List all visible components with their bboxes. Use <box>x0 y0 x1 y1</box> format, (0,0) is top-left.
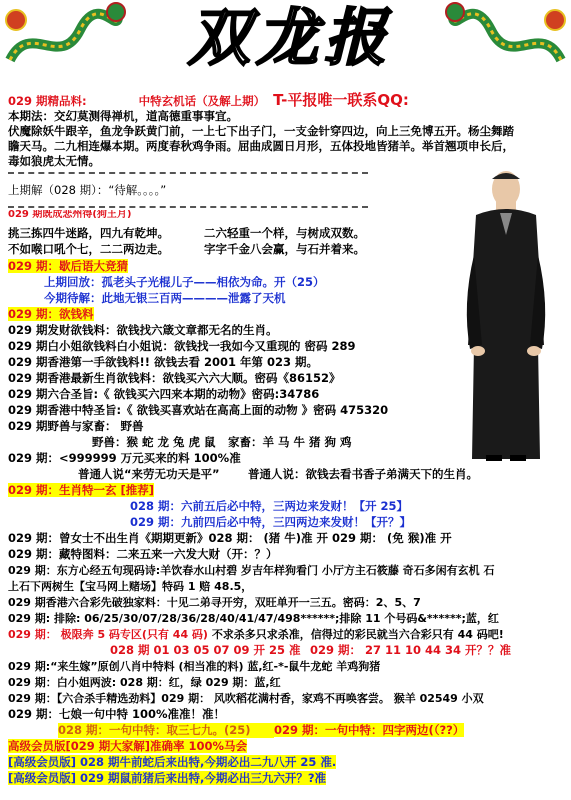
one-sentence-row <box>58 723 464 738</box>
vip-line: [高级会员版] 028 期牛前蛇后来出特,今期必出二九八开 25 准. <box>8 755 337 769</box>
verse-left: 挑三拣四牛迷路，四九有乾坤。 <box>8 226 169 240</box>
extra-line: 029 期：七娘一句中特 100%准准！准！ <box>8 707 226 721</box>
hundred-b: 普通人说：欲钱去看书香子弟满天下的生肖。 <box>248 467 478 481</box>
pos5-row <box>110 643 511 658</box>
top-headline: 中特玄机话（及解上期） <box>138 94 266 108</box>
divider <box>8 206 368 208</box>
slang-today: 今期待解：此地无银三百两————泄露了天机 <box>44 291 286 305</box>
misc-line: 029 期：曾女士不出生肖《期期更新》028 期： (猪 牛)准 开 029 期： (免 猴)准 开 <box>8 531 452 545</box>
hundred-line: 029 期：<999999 万元买来的料 100%准 <box>8 451 241 465</box>
hundred-a: 普通人说“来劳无功天是平” <box>78 467 220 481</box>
vip-title: 高级会员版[029 期大家解]准确率 100%马会 <box>8 739 248 753</box>
top-label: 029 期精品料: <box>8 94 87 108</box>
money-title: 029 期：欲钱料 <box>8 307 94 321</box>
dragon-right-icon <box>441 0 571 85</box>
slang-recall: 上期回放：孤老头子光棍儿子——相依为命。开（25） <box>44 275 325 289</box>
money-line: 029 期香港第一手欲钱料!! 欲钱去看 2001 年第 023 期。 <box>8 355 319 369</box>
extra-line: 029 期：白小姐两波: 028 期：红，绿 029 期：蓝,红 <box>8 676 281 689</box>
one-sentence-a: 028 期：一句中特：取三七九。(25) <box>58 723 274 738</box>
top-slogan: T-平报唯一联系QQ: <box>273 91 409 109</box>
beasts-row <box>92 435 352 450</box>
verse-row <box>8 226 365 241</box>
one-sentence-b: 029 期：一句中特：四字两边(（??） <box>274 723 465 737</box>
misc-line: 029 期香港六合彩先破独家料：十见二弟寻开穷，双旺单开一三五。密码：2、5、7 <box>8 596 421 609</box>
verse-row <box>8 242 365 257</box>
hundred-row <box>78 467 478 482</box>
money-line: 029 期香港最新生肖欲钱料：欲钱买六六大顺。密码《86152》 <box>8 371 341 385</box>
prev-decode: 上期解（028 期）：“待解。。。。” <box>8 183 167 197</box>
one-xiao-line: 028 期：六前五后必中特，三两边来发财！【开 25】 <box>130 499 409 513</box>
beasts-domestic: 家畜：羊 马 牛 猪 狗 鸡 <box>228 435 352 449</box>
beasts-value: 野兽 <box>120 419 144 433</box>
man-portrait-image <box>456 165 556 463</box>
top-line: 伏魔除妖牛跟辛，鱼龙争跃黄门前，一上七下出子门，一支金针穿四边，向上三免博五开。杨尘舞踏 <box>8 124 514 138</box>
money-line: 029 期香港中特圣旨:《 欲钱买喜欢站在高高上面的动物 》密码 475320 <box>8 403 389 417</box>
top-line: 毒如狼虎太无情。 <box>8 154 100 168</box>
vip-line: [高级会员版] 029 期鼠前猪后来出特,今期必出三九六开？?准 <box>8 771 327 785</box>
top-section <box>8 93 409 109</box>
cut-text: 029 期既成悲州得(狗王月) <box>8 210 132 218</box>
pos5-l1: 028 期 01 03 05 07 09 开 25 准 <box>110 643 301 657</box>
pos5-tail: 不求杀多只求杀准，信得过的彩民就当六合彩只有 44 码吧! <box>211 628 504 641</box>
dragon-left-icon <box>0 0 130 85</box>
money-line: 029 期发财欲钱料：欲钱找六箴文章都无名的生肖。 <box>8 323 278 337</box>
one-xiao-title: 029 期：生肖特一玄 [推荐] <box>8 483 155 497</box>
beasts-label: 029 期野兽与家畜： <box>8 419 117 433</box>
one-xiao-line: 029 期：九前四后必中特，三四两边来发财！【开？】 <box>130 515 412 529</box>
extra-line: 029 期：【六合杀手精选劲料】029 期： 风吹稻花满村香，家鸡不再唤客尝。 猴羊 02549 小双 <box>8 692 484 705</box>
slang-title: 029 期：歇后语大竞猜 <box>8 259 129 273</box>
divider <box>8 172 368 174</box>
misc-line: 029 期：东方心经五句现码诗:羊饮春水山村碧 岁吉年样狗看门 小厅方主石筱藤 奇石多闲有玄机 石 <box>8 564 495 577</box>
verse-right: 二六轻重一个样，与树成双数。 <box>204 226 365 240</box>
top-line: 本期法：交幻莫测得禅机，道高德重事事宜。 <box>8 109 238 123</box>
top-line: 瞻天马。二九相连爆本期。两度春秋鸡争雨。屈曲成圆日月形，五体投地皆猪羊。举首翘项申长后， <box>8 139 514 153</box>
pos5-title: 029 期： 极限奔 5 码专区(只有 44 码) <box>8 628 208 641</box>
money-line: 029 期白小姐欲钱料白小姐说：欲钱找一我如今又重现的 密码 289 <box>8 339 356 353</box>
pos5-row <box>8 627 504 642</box>
pos5-l2: 029 期： 27 11 10 44 34 开？？准 <box>310 643 512 657</box>
beasts-row <box>8 419 144 434</box>
beasts-wild: 野兽：猴 蛇 龙 兔 虎 鼠 <box>92 435 216 449</box>
misc-line: 上石下两树生【宝马网上赌场】特码 1 赔 48.5， <box>8 580 253 593</box>
verse-right: 字字千金八会赢，与石并着来。 <box>204 242 365 256</box>
money-line: 029 期六合圣旨:《 欲钱买六四来本期的动物》密码:34786 <box>8 387 320 401</box>
verse-left: 不如喉口吼个七，二二两边走。 <box>8 242 169 256</box>
misc-line: 029 期: 排除: 06/25/30/07/28/36/28/40/41/47/498******;排除 11 个号码&******;蓝，红 <box>8 612 499 625</box>
misc-line: 029 期：藏特图料：二来五来一六发大财（开：？） <box>8 547 278 561</box>
extra-line: 029 期:“来生嫁”原创八肖中特料 (相当准的料) 蓝,红-*-鼠牛龙蛇 羊鸡狗猪 <box>8 660 381 673</box>
masthead-title: 双龙报 <box>187 1 392 74</box>
